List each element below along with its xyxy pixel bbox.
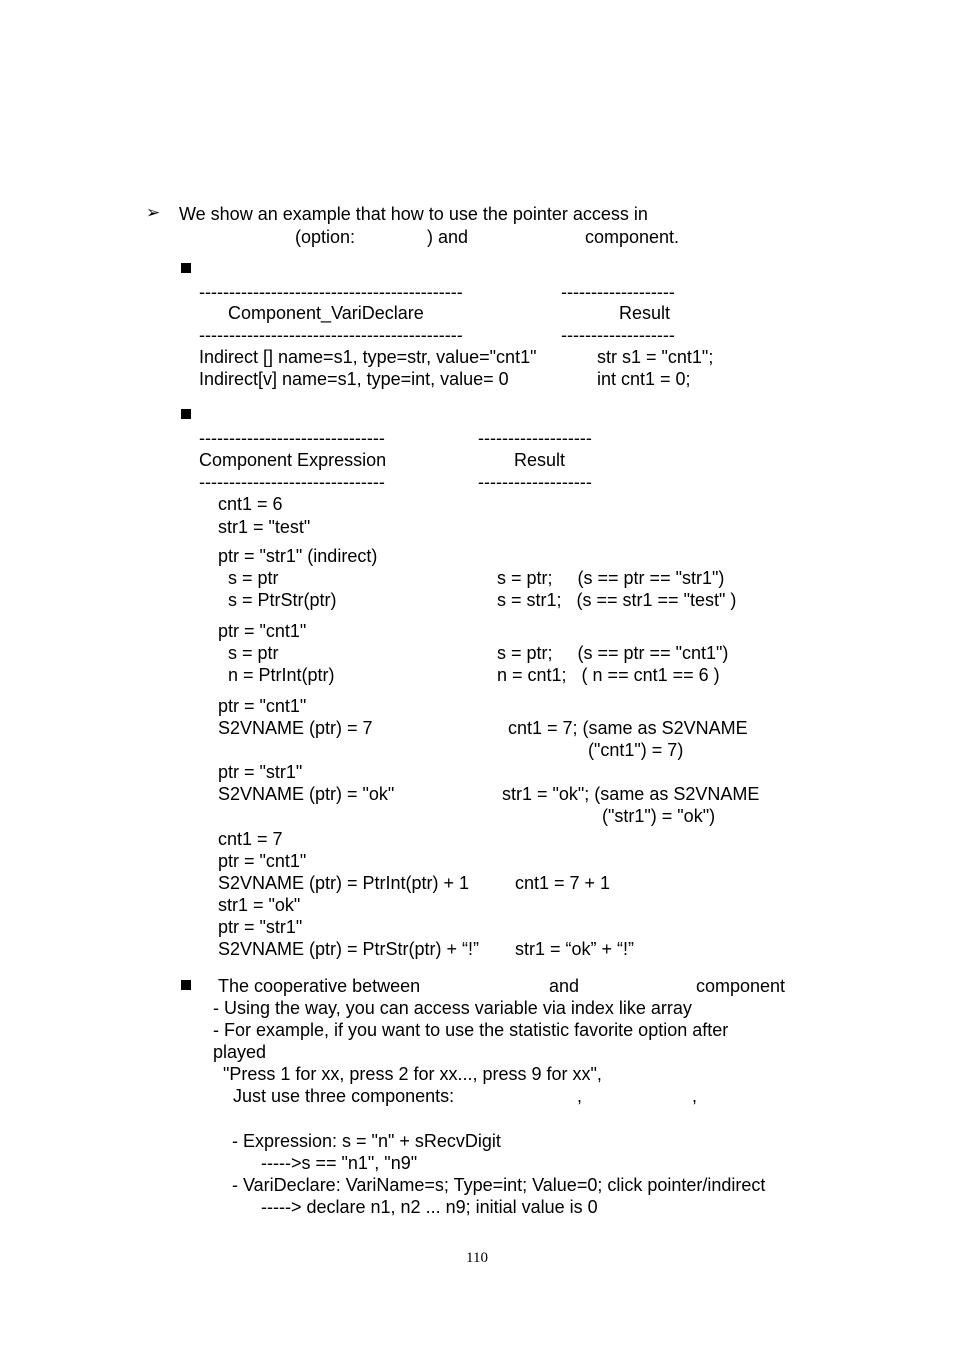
section3-title-c: component bbox=[696, 976, 786, 996]
page-number: 110 bbox=[466, 1250, 488, 1266]
result-line: n = cnt1; ( n == cnt1 == 6 ) bbox=[497, 665, 720, 685]
section2-dash-right-top: ------------------- bbox=[478, 428, 592, 448]
section3-line: Just use three components: bbox=[233, 1086, 455, 1106]
section1-dash-right-top: ------------------- bbox=[561, 282, 675, 302]
black-square-icon bbox=[181, 409, 191, 419]
code-line: S2VNAME (ptr) = "ok" bbox=[218, 784, 395, 804]
code-line: ptr = "str1" bbox=[218, 762, 303, 782]
code-line: S2VNAME (ptr) = 7 bbox=[218, 718, 373, 738]
section1-header-left: Component_VariDeclare bbox=[228, 303, 424, 323]
section2-header-right: Result bbox=[514, 450, 566, 470]
section3-line: played bbox=[213, 1042, 267, 1062]
section3-line: - Using the way, you can access variable via index like array bbox=[213, 998, 692, 1018]
section2-dash-left-bottom: ------------------------------- bbox=[199, 472, 385, 492]
code-line: str1 = "ok" bbox=[218, 895, 301, 915]
section1-row-right: str s1 = "cnt1"; bbox=[597, 347, 714, 367]
section1-header-right: Result bbox=[619, 303, 671, 323]
section2-dash-right-bottom: ------------------- bbox=[478, 472, 592, 492]
result-line: cnt1 = 7; (same as S2VNAME bbox=[508, 718, 748, 738]
section1-row-left: Indirect [] name=s1, type=str, value="cnt1" bbox=[199, 347, 537, 367]
section3-line: ----->s == "n1", "n9" bbox=[261, 1153, 418, 1173]
result-line: cnt1 = 7 + 1 bbox=[515, 873, 611, 893]
section3-line: - Expression: s = "n" + sRecvDigit bbox=[232, 1131, 501, 1151]
intro-line-1: We show an example that how to use the pointer access in bbox=[179, 204, 648, 224]
section3-comma: , bbox=[577, 1086, 583, 1106]
code-line: ptr = "cnt1" bbox=[218, 696, 307, 716]
result-line: ("cnt1") = 7) bbox=[588, 740, 684, 760]
code-line: s = ptr bbox=[218, 643, 279, 663]
black-square-icon bbox=[181, 980, 191, 990]
section1-row-left: Indirect[v] name=s1, type=int, value= 0 bbox=[199, 369, 509, 389]
section2-dash-left-top: ------------------------------- bbox=[199, 428, 385, 448]
section2-header-left: Component Expression bbox=[199, 450, 387, 470]
section1-dash-left-top: -------------------------------------------- bbox=[199, 282, 463, 302]
intro-line-2-a: (option: bbox=[295, 227, 356, 247]
code-line: cnt1 = 7 bbox=[218, 829, 283, 849]
arrow-right-icon: ➢ bbox=[146, 203, 161, 223]
section3-line: -----> declare n1, n2 ... n9; initial value is 0 bbox=[261, 1197, 598, 1217]
code-line: s = PtrStr(ptr) bbox=[218, 590, 337, 610]
section1-dash-right-bottom: ------------------- bbox=[561, 325, 675, 345]
code-line: S2VNAME (ptr) = PtrInt(ptr) + 1 bbox=[218, 873, 470, 893]
section3-comma: , bbox=[692, 1086, 698, 1106]
section3-title-a: The cooperative between bbox=[218, 976, 421, 996]
section3-line: "Press 1 for xx, press 2 for xx..., press 9 for xx", bbox=[223, 1064, 602, 1084]
section3-title-b: and bbox=[549, 976, 580, 996]
code-line: s = ptr bbox=[218, 568, 279, 588]
code-line: ptr = "str1" (indirect) bbox=[218, 546, 378, 566]
result-line: str1 = "ok"; (same as S2VNAME bbox=[502, 784, 760, 804]
section1-dash-left-bottom: -------------------------------------------- bbox=[199, 325, 463, 345]
code-line: S2VNAME (ptr) = PtrStr(ptr) + “!” bbox=[218, 939, 480, 959]
section1-row-right: int cnt1 = 0; bbox=[597, 369, 691, 389]
code-line: n = PtrInt(ptr) bbox=[218, 665, 335, 685]
result-line: str1 = “ok” + “!” bbox=[515, 939, 635, 959]
code-line: ptr = "cnt1" bbox=[218, 851, 307, 871]
code-line: str1 = "test" bbox=[218, 517, 311, 537]
section3-line: - VariDeclare: VariName=s; Type=int; Value=0; click pointer/indirect bbox=[232, 1175, 766, 1195]
code-line: ptr = "cnt1" bbox=[218, 621, 307, 641]
black-square-icon bbox=[181, 263, 191, 273]
intro-line-2-b: ) and bbox=[427, 227, 469, 247]
result-line: s = ptr; (s == ptr == "str1") bbox=[497, 568, 725, 588]
result-line: s = str1; (s == str1 == "test" ) bbox=[497, 590, 737, 610]
intro-line-2-c: component. bbox=[585, 227, 680, 247]
section3-line: - For example, if you want to use the statistic favorite option after bbox=[213, 1020, 729, 1040]
result-line: ("str1") = "ok") bbox=[602, 806, 716, 826]
code-line: cnt1 = 6 bbox=[218, 494, 283, 514]
result-line: s = ptr; (s == ptr == "cnt1") bbox=[497, 643, 729, 663]
code-line: ptr = "str1" bbox=[218, 917, 303, 937]
